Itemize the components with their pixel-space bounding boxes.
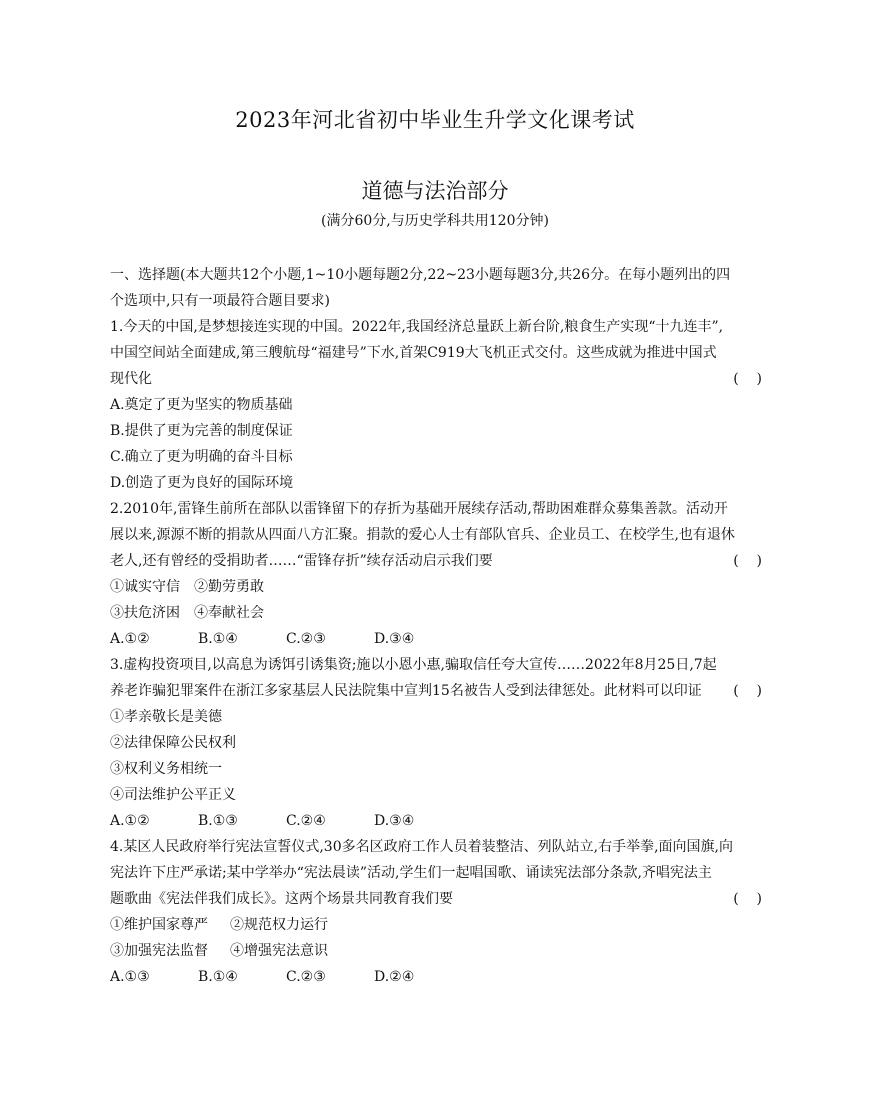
- q4-answers: [110, 964, 762, 990]
- q4-answer-d[interactable]: D.②④: [374, 969, 415, 985]
- q3-item: ④司法维护公平正义: [110, 787, 236, 803]
- q2-items-row: [110, 574, 762, 600]
- q2-answers: [110, 626, 762, 652]
- q4-stem-line: 4.某区人民政府举行宪法宣誓仪式,30多名区政府工作人员着装整洁、列队站立,右手举拳,面向国旗,向: [110, 839, 733, 855]
- q1-option-d[interactable]: D.创造了更为良好的国际环境: [110, 475, 294, 491]
- q2-items-row: [110, 600, 762, 626]
- part-header-line: 一、选择题(本大题共12个小题,1~10小题每题2分,22~23小题每题3分,共26分。在每小题列出的四: [110, 267, 731, 283]
- q4-answer-b[interactable]: B.①④: [198, 969, 238, 985]
- answer-paren[interactable]: ( ): [733, 891, 762, 907]
- question-4: [110, 834, 762, 990]
- section-title: 道德与法治部分: [361, 179, 509, 203]
- q3-stem-line: 3.虚构投资项目,以高息为诱饵引诱集资;施以小恩小惠,骗取信任夸大宣传……2022年8月25日,7起: [110, 657, 717, 673]
- question-3: [110, 652, 762, 834]
- exam-title: 2023年河北省初中毕业生升学文化课考试: [235, 108, 635, 132]
- q2-stem-last: [110, 548, 762, 574]
- q2-item: ②勤劳勇敢: [194, 579, 264, 595]
- q4-stem-last: [110, 886, 762, 912]
- q1-option-c[interactable]: C.确立了更为明确的奋斗目标: [110, 449, 293, 465]
- q4-item: ①维护国家尊严: [110, 917, 208, 933]
- q4-item: ②规范权力运行: [230, 917, 328, 933]
- q2-answer-b[interactable]: B.①④: [198, 631, 238, 647]
- q2-stem-line: 老人,还有曾经的受捐助者……“雷锋存折”续存活动启示我们要: [110, 553, 493, 569]
- q2-answer-c[interactable]: C.②③: [286, 631, 326, 647]
- q3-stem-last: [110, 678, 762, 704]
- answer-paren[interactable]: ( ): [733, 371, 762, 387]
- q1-stem-line: 现代化: [110, 371, 152, 387]
- part-header: [110, 262, 762, 314]
- q1-option-b[interactable]: B.提供了更为完善的制度保证: [110, 423, 293, 439]
- q2-answer-a[interactable]: A.①②: [110, 631, 150, 647]
- q1-stem-line: 1.今天的中国,是梦想接连实现的中国。2022年,我国经济总量跃上新台阶,粮食生产实现“十九连丰”,: [110, 319, 724, 335]
- q2-answer-d[interactable]: D.③④: [374, 631, 415, 647]
- q4-items-row: [110, 938, 762, 964]
- q3-answer-a[interactable]: A.①②: [110, 813, 150, 829]
- q3-answer-d[interactable]: D.③④: [374, 813, 415, 829]
- q2-stem-line: 展以来,源源不断的捐款从四面八方汇聚。捐款的爱心人士有部队官兵、企业员工、在校学生,也有退休: [110, 527, 735, 543]
- q4-answer-c[interactable]: C.②③: [286, 969, 326, 985]
- q4-stem-line: 题歌曲《宪法伴我们成长》。这两个场景共同教育我们要: [110, 891, 453, 907]
- q3-answer-c[interactable]: C.②④: [286, 813, 326, 829]
- q1-stem-line: 中国空间站全面建成,第三艘航母“福建号”下水,首架C919大飞机正式交付。这些成就为推进中国式: [110, 345, 717, 361]
- q3-item: ③权利义务相统一: [110, 761, 222, 777]
- q1-option-a[interactable]: A.奠定了更为坚实的物质基础: [110, 397, 293, 413]
- q4-items-row: [110, 912, 762, 938]
- q2-item: ③扶危济困: [110, 605, 180, 621]
- q3-item: ①孝亲敬长是美德: [110, 709, 222, 725]
- question-2: [110, 496, 762, 652]
- q3-answer-b[interactable]: B.①③: [198, 813, 238, 829]
- q3-item: ②法律保障公民权利: [110, 735, 236, 751]
- answer-paren[interactable]: ( ): [733, 683, 762, 699]
- q4-item: ④增强宪法意识: [230, 943, 328, 959]
- q2-item: ④奉献社会: [194, 605, 264, 621]
- q2-item: ①诚实守信: [110, 579, 180, 595]
- answer-paren[interactable]: ( ): [733, 553, 762, 569]
- q1-stem-last: [110, 366, 762, 392]
- part-header-line: 个选项中,只有一项最符合题目要求): [110, 293, 330, 309]
- question-content: [110, 262, 762, 990]
- q4-item: ③加强宪法监督: [110, 943, 208, 959]
- q4-answer-a[interactable]: A.①③: [110, 969, 150, 985]
- section-note: (满分60分,与历史学科共用120分钟): [321, 213, 549, 229]
- q2-stem-line: 2.2010年,雷锋生前所在部队以雷锋留下的存折为基础开展续存活动,帮助困难群众募集善款。活动开: [110, 501, 728, 517]
- q3-stem-line: 养老诈骗犯罪案件在浙江多家基层人民法院集中宣判15名被告人受到法律惩处。此材料可以印证: [110, 683, 702, 699]
- q3-answers: [110, 808, 762, 834]
- q4-stem-line: 宪法许下庄严承诺;某中学举办“宪法晨读”活动,学生们一起唱国歌、诵读宪法部分条款,齐唱宪法主: [110, 865, 712, 881]
- question-1: [110, 314, 762, 496]
